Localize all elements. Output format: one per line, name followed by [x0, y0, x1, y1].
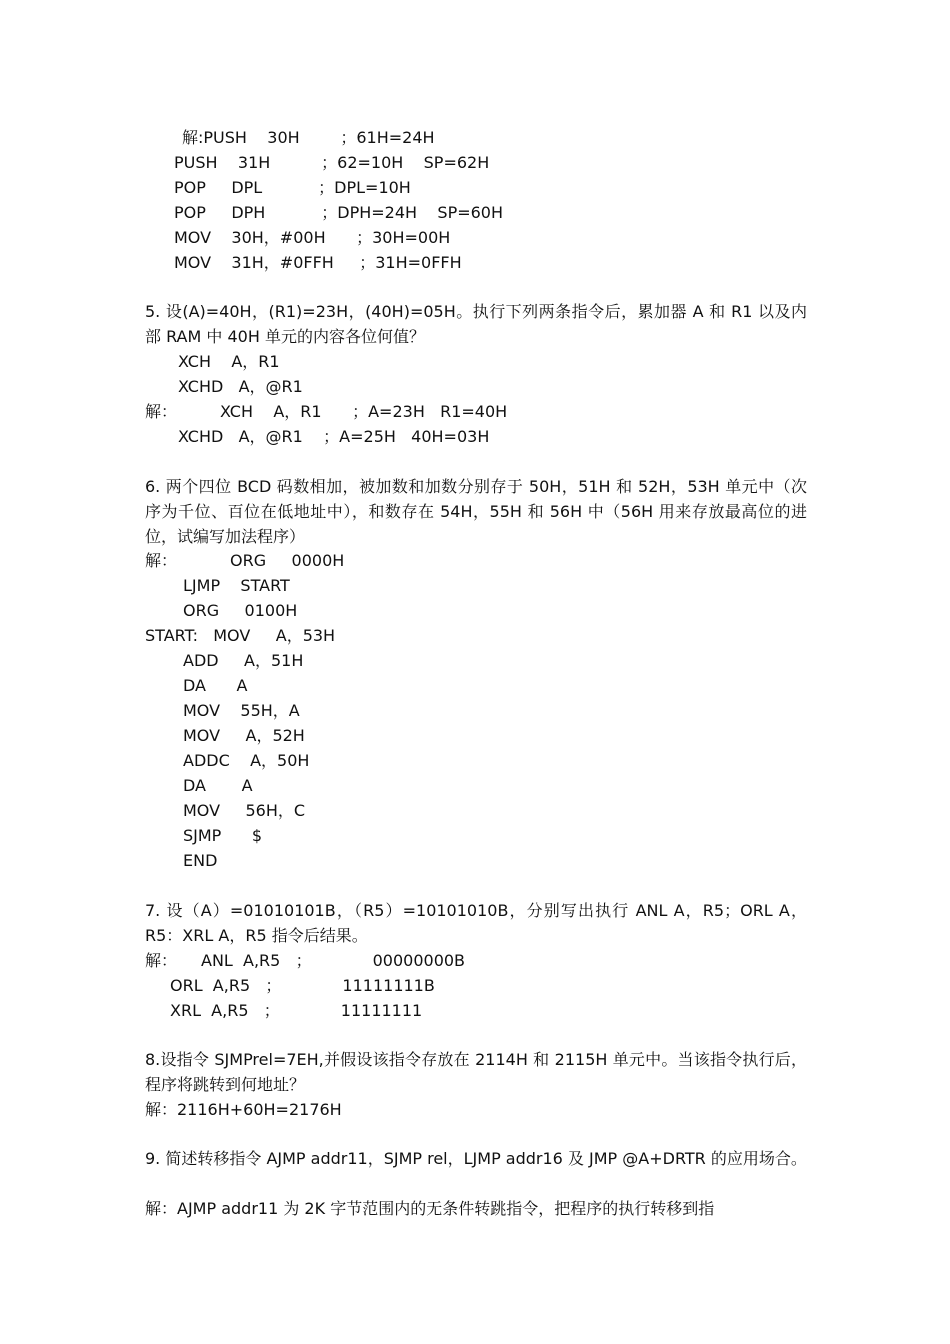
q6-code-line-1: ORG 0000H [230, 551, 345, 570]
q6-question: 6. 两个四位 BCD 码数相加，被加数和加数分别存于 50H，51H 和 52H，53H 单元中（次序为千位、百位在低地址中），和数存在 54H，55H 和 56H 中（56H 用来存放最高位的进位，试编写加法程序） [145, 477, 807, 546]
q6-code-line-7: MOV 55H，A [183, 701, 300, 720]
q9-answer: 解：AJMP addr11 为 2K 字节范围内的无条件转跳指令，把程序的执行转移到指 [145, 1199, 715, 1218]
q7-answer-label: 解： [145, 951, 178, 970]
q6-code-line-3: ORG 0100H [183, 601, 298, 620]
q6-code-line-5: ADD A，51H [183, 651, 304, 670]
q6-code-line-9: ADDC A，50H [183, 751, 310, 770]
q6-code-line-13: END [183, 851, 218, 870]
q6-code-line-10: DA A [183, 776, 253, 795]
q5-code-line-2: XCHD A，@R1 [178, 377, 303, 396]
q7-answer-line-2: ORL A,R5 ； 11111111B [170, 976, 435, 995]
q6-code-line-4: START: MOV A，53H [145, 626, 336, 645]
q9-question: 9. 简述转移指令 AJMP addr11，SJMP rel，LJMP addr16 及 JMP @A+DRTR 的应用场合。 [145, 1149, 807, 1168]
q5-code-line-1: XCH A，R1 [178, 352, 280, 371]
q5-answer-line-1: XCH A，R1 ；A=23H R1=40H [220, 402, 508, 421]
q6-answer-label: 解： [145, 551, 178, 570]
q8-answer: 解：2116H+60H=2176H [145, 1100, 342, 1119]
q7-question: 7. 设（A）=01010101B，（R5）=10101010B，分别写出执行 ANL A，R5；ORL A，R5：XRL A，R5 指令后结果。 [145, 901, 807, 945]
q7-answer-line-1: ANL A,R5 ； 00000000B [201, 951, 466, 970]
q5-answer-label: 解： [145, 402, 178, 421]
q6-code-line-2: LJMP START [183, 576, 290, 595]
q5-answer-line-2: XCHD A，@R1 ；A=25H 40H=03H [178, 427, 490, 446]
q4-answer-line-6: MOV 31H，#0FFH ；31H=0FFH [174, 253, 462, 272]
q5-question: 5. 设(A)=40H，(R1)=23H，(40H)=05H。执行下列两条指令后，累加器 A 和 R1 以及内部 RAM 中 40H 单元的内容各位何值？ [145, 302, 807, 346]
q4-answer-line-3: POP DPL ；DPL=10H [174, 178, 411, 197]
q4-answer-line-5: MOV 30H，#00H ；30H=00H [174, 228, 451, 247]
q4-answer-line-1: 解:PUSH 30H ；61H=24H [182, 128, 435, 147]
q7-answer-line-3: XRL A,R5 ； 11111111 [170, 1001, 423, 1020]
q6-code-line-12: SJMP $ [183, 826, 263, 845]
q4-answer-line-2: PUSH 31H ；62=10H SP=62H [174, 153, 490, 172]
q6-code-line-6: DA A [183, 676, 248, 695]
q6-code-line-11: MOV 56H，C [183, 801, 306, 820]
q6-code-line-8: MOV A，52H [183, 726, 305, 745]
q8-question: 8.设指令 SJMPrel=7EH,并假设该指令存放在 2114H 和 2115H 单元中。当该指令执行后，程序将跳转到何地址？ [145, 1050, 807, 1094]
q4-answer-line-4: POP DPH ；DPH=24H SP=60H [174, 203, 504, 222]
